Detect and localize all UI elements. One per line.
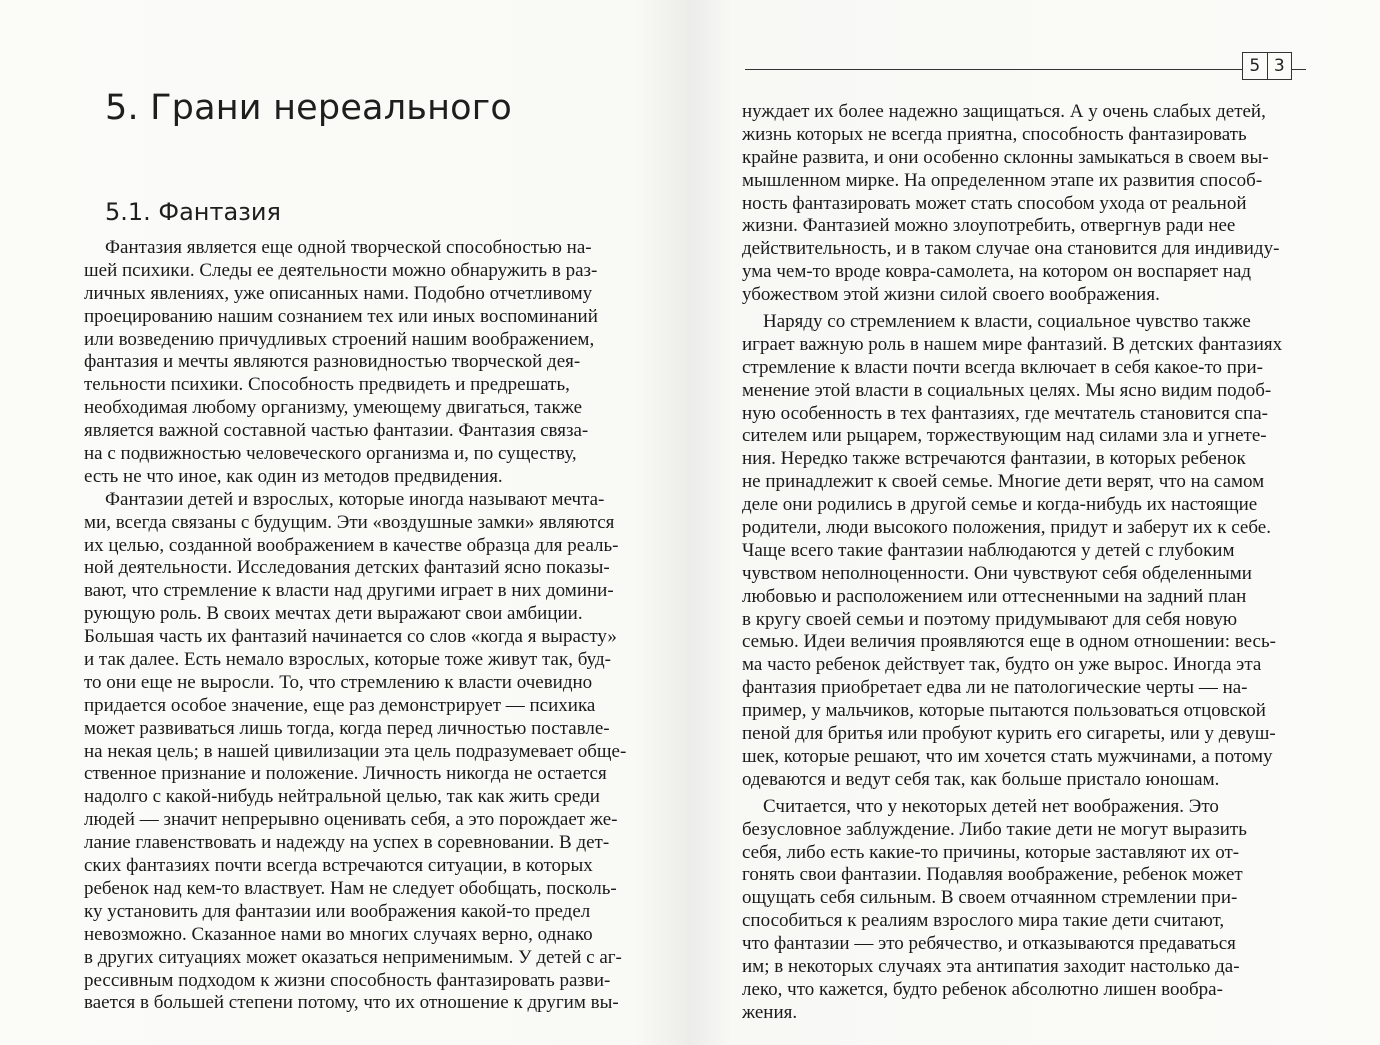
page-number — [1242, 52, 1292, 80]
text-line: ма часто ребенок действует так, будто он уже вырос. Иногда эта — [742, 654, 1262, 676]
text-line: жизни. Фантазией можно злоупотребить, отвергнув ради нее — [742, 215, 1236, 237]
text-line: Большая часть их фантазий начинается со слов «когда я вырасту» — [84, 626, 617, 648]
text-line: шей психики. Следы ее деятельности можно обнаружить в раз- — [84, 259, 598, 281]
text-line: надолго с какой-нибудь нейтральной целью, так как жить среди — [84, 786, 600, 808]
text-line: им; в некоторых случаях эта антипатия заходит настолько да- — [742, 955, 1240, 977]
text-line: жения. — [742, 1001, 798, 1023]
text-line: личных явлениях, уже описанных нами. Подобно отчетливому — [84, 282, 593, 304]
text-line: чувством неполноценности. Они чувствуют себя обделенными — [742, 562, 1252, 584]
text-line: придается особое значение, еще раз демонстрирует — психика — [84, 694, 596, 716]
text-line: или возведению причудливых строений нашим воображением, — [84, 328, 595, 350]
text-line: менение этой власти в социальных целях. Мы ясно видим подоб- — [742, 379, 1272, 401]
text-line: ность фантазировать может стать способом ухода от реальной — [742, 192, 1247, 214]
text-line: ских фантазиях почти всегда встречаются ситуации, в которых — [84, 855, 593, 877]
text-line: то они еще не выросли. То, что стремлению к власти очевидно — [84, 671, 593, 693]
text-line: ной деятельности. Исследования детских фантазий ясно показы- — [84, 557, 610, 579]
text-line: ния. Нередко также встречаются фантазии, в которых ребенок — [742, 448, 1246, 470]
text-line: людей — значит непрерывно оценивать себя, а это порождает же- — [84, 809, 618, 831]
text-line: фантазия и мечты являются разновидностью творческой дея- — [84, 351, 581, 373]
text-line: вают, что стремление к власти над другими играет в них домини- — [84, 580, 614, 602]
text-line: рессивным подходом к жизни способность фантазировать разви- — [84, 969, 611, 991]
text-line: что фантазии — это ребячество, и отказываются предаваться — [742, 933, 1236, 955]
text-line: леко, что кажется, будто ребенок абсолютно лишен вообра- — [742, 978, 1223, 1000]
text-line: семью. Идеи величия проявляются еще в одном отношении: весь- — [742, 631, 1276, 653]
text-line: Наряду со стремлением к власти, социальное чувство также — [763, 311, 1251, 333]
text-line: родители, люди высокого положения, придут и заберут их к себе. — [742, 517, 1271, 539]
text-line: ственное признание и положение. Личность никогда не остается — [84, 763, 607, 785]
text-line: мышленном мирке. На определенном этапе их развития способ- — [742, 169, 1263, 191]
text-line: ощущать себя сильным. В своем отчаянном стремлении при- — [742, 887, 1238, 909]
page-number-digit: 5 — [1242, 52, 1268, 80]
text-line: вается в большей степени потому, что их отношение к другим вы- — [84, 992, 619, 1014]
text-line: невозможно. Сказанное нами во многих случаях верно, однако — [84, 923, 593, 945]
text-line: гонять свои фантазии. Подавляя воображение, ребенок может — [742, 864, 1243, 886]
text-line: убожеством этой жизни силой своего воображения. — [742, 284, 1160, 306]
text-line: способиться к реалиям взрослого мира такие дети считают, — [742, 910, 1225, 932]
section-title: 5.1. Фантазия — [105, 198, 281, 226]
text-line: их целью, созданной воображением в качестве образца для реаль- — [84, 534, 619, 556]
text-line: Фантазия является еще одной творческой способностью на- — [105, 237, 592, 258]
text-line: Считается, что у некоторых детей нет воображения. Это — [763, 795, 1219, 817]
text-line: шек, которые решают, что им хочется стать мужчинами, а потому — [742, 745, 1273, 767]
text-line: на некая цель; в нашей цивилизации эта цель подразумевает обще- — [84, 740, 627, 762]
page-number-digit: 3 — [1268, 52, 1293, 80]
text-line: деле они родились в другой семье и когда-нибудь их настоящие — [742, 494, 1258, 516]
text-line: нуждает их более надежно защищаться. А у очень слабых детей, — [742, 101, 1266, 122]
text-line: есть не что иное, как один из методов предвидения. — [84, 465, 503, 487]
right-page — [690, 0, 1380, 1045]
left-text-column — [84, 237, 644, 1015]
text-line: в других ситуациях может оказаться неприменимым. У детей с аг- — [84, 946, 622, 968]
text-line: ную особенность в тех фантазиях, где мечтатель становится спа- — [742, 402, 1268, 424]
text-line: любовью и расположением или оттесненными на задний план — [742, 585, 1247, 607]
text-line: Чаще всего такие фантазии наблюдаются у детей с глубоким — [742, 539, 1235, 561]
text-line: жизнь которых не всегда приятна, способность фантазировать — [742, 123, 1247, 145]
text-line: необходимая любому организму, умеющему двигаться, также — [84, 397, 583, 419]
running-header-rule-tail — [1292, 69, 1306, 70]
text-line: лание главенствовать и надежду на успех в соревновании. В дет- — [84, 832, 610, 854]
text-line: ми, всегда связаны с будущим. Эти «воздушные замки» являются — [84, 511, 615, 533]
text-line: в кругу своей семьи и поэтому придумывают для себя новую — [742, 608, 1238, 630]
text-line: проецированию нашим сознанием тех или иных воспоминаний — [84, 305, 598, 327]
chapter-title: 5. Грани нереального — [105, 88, 512, 128]
right-text-column — [742, 101, 1306, 1025]
text-line: ребенок над кем-то властвует. Нам не следует обобщать, посколь- — [84, 877, 617, 899]
running-header-rule — [745, 69, 1243, 70]
text-line: на с подвижностью человеческого организма и, по существу, — [84, 443, 577, 465]
text-line: является важной составной частью фантазии. Фантазия связа- — [84, 420, 589, 442]
text-line: рующую роль. В своих мечтах дети выражают свои амбиции. — [84, 603, 583, 625]
text-line: может развиваться лишь тогда, когда перед личностью поставле- — [84, 717, 610, 739]
text-line: пример, у мальчиков, которые пытаются пользоваться отцовской — [742, 700, 1266, 722]
text-line: Фантазии детей и взрослых, которые иногда называют мечта- — [105, 488, 605, 510]
text-line: одеваются и ведут себя так, как больше пристало юношам. — [742, 768, 1220, 790]
text-line: тельности психики. Способность предвидеть и предрешать, — [84, 374, 570, 396]
text-line: стремление к власти почти всегда включает в себя какое-то при- — [742, 356, 1263, 378]
text-line: не принадлежит к своей семье. Многие дети верят, что на самом — [742, 471, 1265, 493]
text-line: безусловное заблуждение. Либо такие дети не могут выразить — [742, 818, 1247, 840]
text-line: фантазия приобретает едва ли не патологические черты — на- — [742, 677, 1248, 699]
text-line: ку установить для фантазии или воображения какой-то предел — [84, 900, 591, 922]
text-line: пеной для бритья или пробуют курить его сигареты, или у девуш- — [742, 723, 1276, 745]
text-line: играет важную роль в нашем мире фантазий. В детских фантазиях — [742, 333, 1283, 355]
text-line: крайне развита, и они особенно склонны замыкаться в своем вы- — [742, 146, 1269, 168]
text-line: сителем или рыцарем, торжествующим над силами зла и угнете- — [742, 425, 1267, 447]
text-line: себя, либо есть какие-то причины, которые заставляют их от- — [742, 841, 1240, 863]
text-line: действительность, и в таком случае она становится для индивиду- — [742, 238, 1280, 260]
text-line: ума чем-то вроде ковра-самолета, на котором он воспаряет над — [742, 261, 1252, 283]
text-line: и так далее. Есть немало взрослых, которые тоже живут так, буд- — [84, 649, 611, 671]
